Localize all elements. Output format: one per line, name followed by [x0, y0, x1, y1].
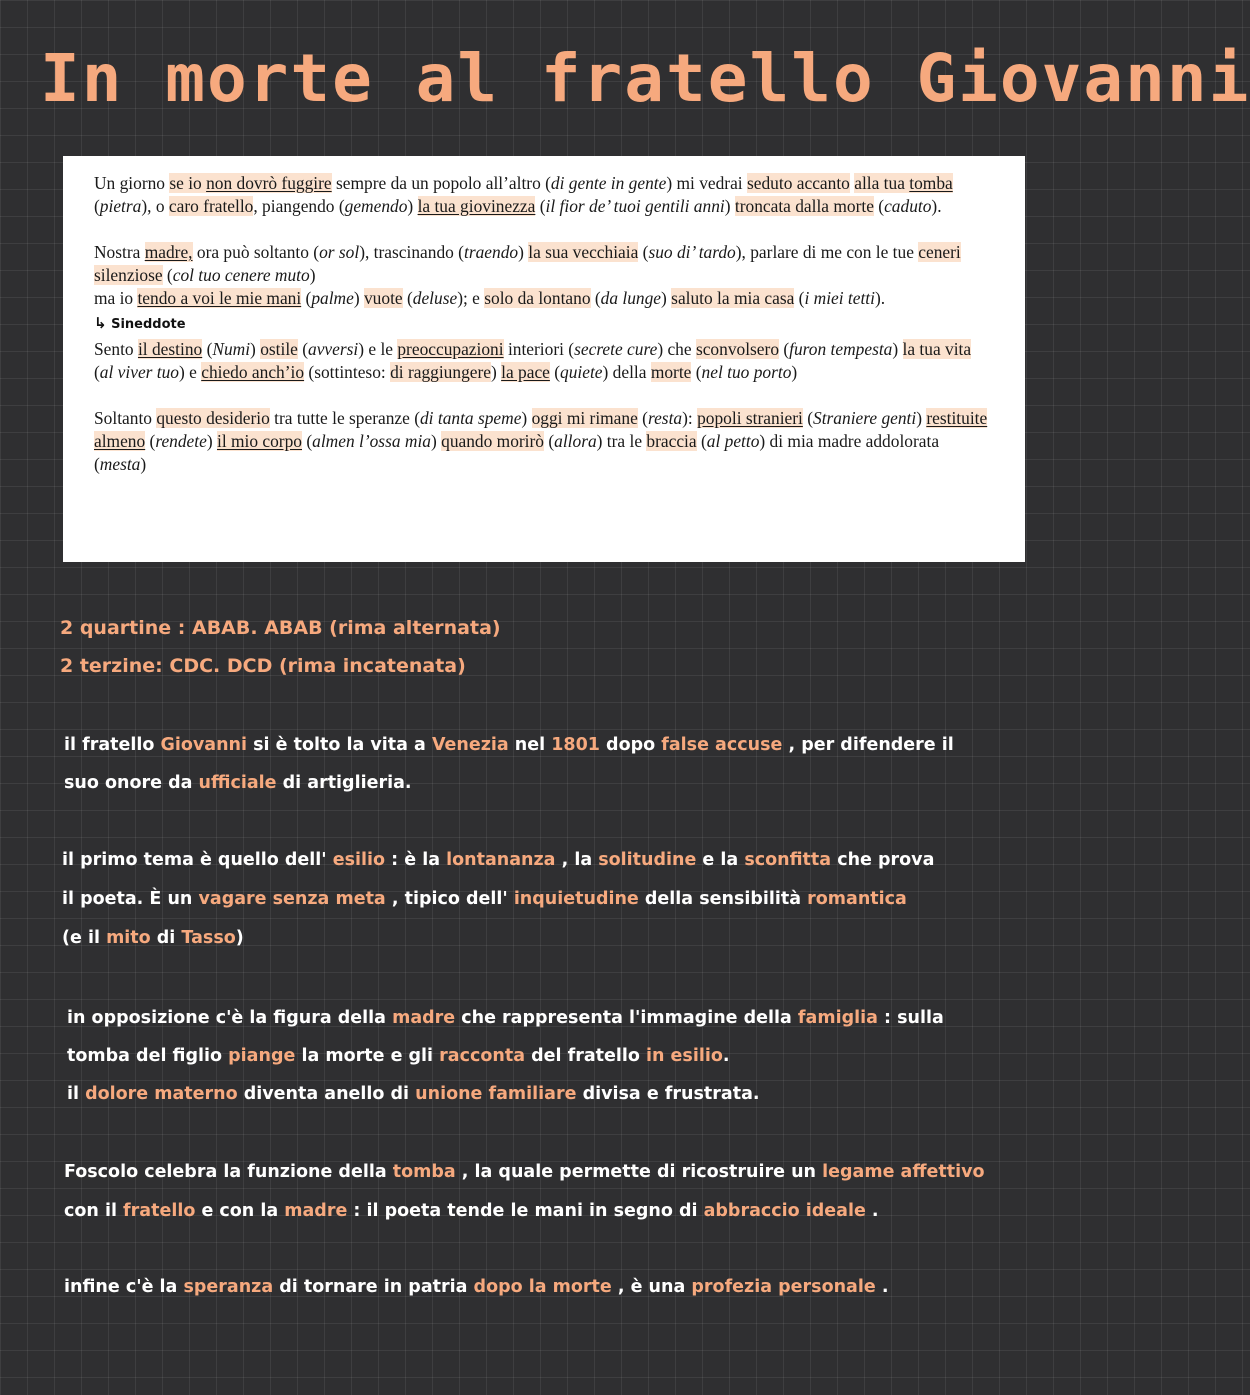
text-run: Numi — [212, 339, 251, 359]
text-run: nel — [508, 735, 552, 755]
text-run: . — [865, 1201, 879, 1221]
text-run: : il poeta tende le mani in segno di — [347, 1201, 704, 1221]
text-run: madre, — [144, 242, 193, 262]
text-run: ) — [791, 362, 798, 382]
text-run: secrete cure — [574, 339, 658, 359]
text-run: deluse — [412, 288, 458, 308]
text-run: Soltanto — [94, 408, 157, 428]
text-run: in esilio — [645, 1046, 723, 1066]
text-run: : sulla — [877, 1008, 944, 1028]
text-run: divisa e frustrata. — [576, 1084, 760, 1104]
text-run: traendo — [463, 242, 519, 262]
note-esilio-line-1 — [62, 850, 1142, 870]
note-giovanni-line-2 — [64, 773, 1144, 793]
text-run: . — [722, 1046, 730, 1066]
note-madre-line-2 — [67, 1046, 1147, 1066]
text-run: ), o — [141, 196, 169, 216]
text-run: madre — [392, 1008, 456, 1028]
text-run: con il — [64, 1201, 124, 1221]
text-run: 1801 — [551, 735, 600, 755]
text-run: ) tra le — [596, 431, 647, 451]
text-run: gemendo — [344, 196, 408, 216]
text-run: Un giorno — [94, 173, 170, 193]
text-run: ostile — [260, 339, 298, 359]
text-run: di tornare in patria — [273, 1277, 474, 1297]
text-run: popoli stranieri — [697, 408, 803, 428]
text-run: suo onore da — [64, 773, 199, 793]
text-run: ) — [518, 242, 529, 262]
text-run: morte — [650, 362, 692, 382]
text-run: se io — [169, 173, 207, 193]
text-run: i miei tetti — [804, 288, 875, 308]
text-run: il fratello — [64, 735, 161, 755]
text-run: , è una — [611, 1277, 692, 1297]
note-giovanni-line-1 — [64, 735, 1144, 755]
text-run: la tua vita — [902, 339, 972, 359]
text-run: almen l’ossa mia — [312, 431, 431, 451]
text-run: avversi — [308, 339, 359, 359]
text-run: ( — [549, 362, 561, 382]
text-run: tomba — [909, 173, 953, 193]
text-run: : è la — [385, 850, 447, 870]
text-run: tra tutte le speranze ( — [269, 408, 420, 428]
text-run: ) — [309, 265, 316, 285]
text-run: palme — [311, 288, 354, 308]
text-run: si è tolto la vita a — [247, 735, 432, 755]
text-run: ( — [202, 339, 213, 359]
text-run: ) — [235, 928, 244, 948]
text-run: ( — [590, 288, 601, 308]
metric-quartine — [60, 617, 1140, 639]
text-run: oggi mi rimane — [531, 408, 638, 428]
text-run: ( — [638, 242, 649, 262]
text-run: la morte e gli — [295, 1046, 440, 1066]
text-run: che rappresenta l'immagine della — [455, 1008, 798, 1028]
text-run: il primo tema è quello dell' — [62, 850, 333, 870]
note-esilio-line-2 — [62, 889, 1142, 909]
text-run: suo di’ tardo — [648, 242, 736, 262]
text-run: saluto la mia casa — [671, 288, 795, 308]
text-run: , per difendere il — [782, 735, 954, 755]
text-run: mito — [106, 928, 151, 948]
text-run: tomba del figlio — [67, 1046, 229, 1066]
text-run: ( — [302, 431, 313, 451]
text-run: di tanta speme — [419, 408, 522, 428]
text-run: vuote — [363, 288, 403, 308]
text-run: ( — [691, 362, 702, 382]
text-run: seduto accanto — [747, 173, 850, 193]
text-run: Giovanni — [160, 735, 248, 755]
text-run: braccia — [646, 431, 697, 451]
text-run: chiedo anch’io — [201, 362, 305, 382]
text-run: Venezia — [431, 735, 509, 755]
text-run: troncata dalla morte — [734, 196, 874, 216]
text-run: del fratello — [525, 1046, 646, 1066]
paraphrase-paragraph-2 — [94, 241, 989, 287]
text-run: questo desiderio — [156, 408, 270, 428]
text-run: romantica — [807, 889, 907, 909]
sineddote-annotation — [94, 312, 989, 336]
text-run: quiete — [560, 362, 603, 382]
text-run: quando morirò — [441, 431, 544, 451]
text-run: (sottinteso: — [304, 362, 391, 382]
text-run: allora — [554, 431, 597, 451]
text-run: ( — [637, 408, 648, 428]
text-run: ( — [535, 196, 546, 216]
text-run: ) — [892, 339, 903, 359]
text-run: pietra — [99, 196, 142, 216]
text-run: al viver tuo — [99, 362, 179, 382]
text-run: famiglia — [797, 1008, 878, 1028]
text-run: di — [150, 928, 182, 948]
text-run: , tipico dell' — [385, 889, 514, 909]
text-run: ( — [145, 431, 156, 451]
text-run: ) — [916, 408, 927, 428]
text-run: il poeta. È un — [62, 889, 199, 909]
text-run: il fior de’ tuoi gentili anni — [545, 196, 725, 216]
text-run: ) — [140, 454, 147, 474]
text-run: ) e le — [358, 339, 398, 359]
text-run: in opposizione c'è la figura della — [67, 1008, 393, 1028]
text-run: Nostra — [94, 242, 145, 262]
text-run: ) — [206, 431, 217, 451]
text-run: Tasso — [181, 928, 236, 948]
text-run: di artiglieria. — [276, 773, 412, 793]
text-run: solo da lontano — [484, 288, 591, 308]
text-run: ) mi vedrai — [666, 173, 747, 193]
text-run: sconfitta — [744, 850, 832, 870]
text-run: il — [67, 1084, 86, 1104]
text-run: mesta — [99, 454, 141, 474]
text-run: tomba — [392, 1162, 456, 1182]
text-run: esilio — [332, 850, 386, 870]
text-run: ( — [94, 362, 100, 382]
text-run: ( — [402, 288, 413, 308]
text-run: ( — [696, 431, 707, 451]
text-run: vagare senza meta — [198, 889, 386, 909]
text-run: ) di mia madre addolorata ( — [94, 431, 940, 474]
text-run: ceneri silenziose — [94, 242, 961, 285]
text-run: ) e — [179, 362, 202, 382]
text-run: ( — [794, 288, 805, 308]
text-run: , la — [555, 850, 599, 870]
text-run: furon tempesta — [789, 339, 893, 359]
text-run: ( — [297, 339, 309, 359]
text-run: tendo a voi le mie mani — [137, 288, 302, 308]
text-run: or sol — [319, 242, 360, 262]
text-run: diventa anello di — [237, 1084, 416, 1104]
text-run: legame affettivo — [822, 1162, 985, 1182]
text-run: sconvolsero — [695, 339, 780, 359]
text-run: che prova — [831, 850, 935, 870]
text-run: fratello — [123, 1201, 196, 1221]
text-run: ) — [661, 288, 672, 308]
paraphrase-card — [63, 156, 1025, 562]
text-run: dolore materno — [85, 1084, 238, 1104]
text-run: interiori ( — [503, 339, 575, 359]
text-run: ( — [873, 196, 885, 216]
text-run: Straniere genti — [813, 408, 917, 428]
note-esilio-line-3 — [62, 928, 1142, 948]
text-run: ). — [931, 196, 942, 216]
paraphrase-paragraph-3 — [94, 287, 989, 310]
text-run: alla tua — [854, 173, 910, 193]
text-run: nel tuo porto — [701, 362, 792, 382]
text-run: ) — [521, 408, 532, 428]
text-run: non dovrò fuggire — [206, 173, 332, 193]
note-madre-line-3 — [67, 1084, 1147, 1104]
text-run: abbraccio ideale — [703, 1201, 866, 1221]
text-run: ). — [874, 288, 886, 308]
text-run: da lunge — [600, 288, 662, 308]
text-run: inquietudine — [513, 889, 639, 909]
page-title: In morte al fratello Giovanni — [40, 40, 1250, 117]
text-run: infine c'è la — [64, 1277, 184, 1297]
text-run: unione familiare — [415, 1084, 577, 1104]
text-run: di raggiungere — [390, 362, 491, 382]
text-run: e la — [696, 850, 745, 870]
text-run: , piangendo ( — [253, 196, 345, 216]
metric-terzine — [60, 655, 1140, 677]
text-run: col tuo cenere muto — [172, 265, 310, 285]
text-run: al petto — [706, 431, 760, 451]
text-run: ) — [491, 362, 502, 382]
text-run: ), trascinando ( — [359, 242, 464, 262]
text-run: racconta — [439, 1046, 525, 1066]
text-run: 2 quartine : ABAB. ABAB (rima alternata) — [60, 617, 501, 639]
text-run: ) che — [657, 339, 696, 359]
text-run: profezia personale — [691, 1277, 876, 1297]
text-run: ufficiale — [198, 773, 277, 793]
text-run: ( — [94, 196, 100, 216]
text-run: ora può soltanto ( — [192, 242, 320, 262]
text-run: resta — [647, 408, 683, 428]
text-run: la pace — [501, 362, 550, 382]
text-run: sempre da un popolo all’altro ( — [331, 173, 551, 193]
note-tomba-line-1 — [64, 1162, 1144, 1182]
paraphrase-paragraph-5 — [94, 407, 989, 476]
text-run: madre — [284, 1201, 348, 1221]
text-run: ) — [353, 288, 364, 308]
text-run: rendete — [155, 431, 207, 451]
text-run: speranza — [183, 1277, 274, 1297]
text-run: ) — [250, 339, 261, 359]
text-run: caro fratello — [168, 196, 254, 216]
note-madre-line-1 — [67, 1008, 1147, 1028]
text-run: false accuse — [661, 735, 783, 755]
text-run: di gente in gente — [550, 173, 667, 193]
text-run: ) — [430, 431, 442, 451]
paraphrase-paragraph-4 — [94, 338, 989, 384]
text-run: piange — [228, 1046, 296, 1066]
curved-arrow-icon: ↳ — [94, 314, 107, 332]
text-run: 2 terzine: CDC. DCD (rima incatenata) — [60, 655, 466, 677]
text-run: ) della — [602, 362, 651, 382]
text-run: , la quale permette di ricostruire un — [455, 1162, 823, 1182]
text-run: lontananza — [446, 850, 556, 870]
text-run: ): — [682, 408, 698, 428]
text-run: il mio corpo — [216, 431, 302, 451]
note-tomba-line-2 — [64, 1201, 1144, 1221]
text-run: la sua vecchiaia — [528, 242, 639, 262]
text-run: ); e — [457, 288, 485, 308]
text-run: dopo — [599, 735, 662, 755]
text-run: (e il — [62, 928, 107, 948]
text-run: preoccupazioni — [397, 339, 504, 359]
text-run: ( — [544, 431, 555, 451]
text-run: ( — [802, 408, 814, 428]
text-run: dopo la morte — [473, 1277, 612, 1297]
text-run: ma io — [94, 288, 138, 308]
text-run: la tua giovinezza — [417, 196, 536, 216]
text-run: restituite almeno — [94, 408, 988, 451]
text-run: Sento — [94, 339, 138, 359]
text-run: Foscolo celebra la funzione della — [64, 1162, 393, 1182]
text-run: il destino — [137, 339, 203, 359]
text-run: e con la — [195, 1201, 285, 1221]
sineddote-label: Sineddote — [111, 317, 186, 332]
text-run: caduto — [884, 196, 932, 216]
text-run: ) — [407, 196, 418, 216]
text-run: della sensibilità — [638, 889, 808, 909]
text-run: ), parlare di me con le tue — [735, 242, 919, 262]
text-run: . — [875, 1277, 889, 1297]
note-speranza — [64, 1277, 1144, 1297]
text-run: ) — [724, 196, 735, 216]
text-run: ( — [162, 265, 173, 285]
text-run: ( — [779, 339, 790, 359]
paraphrase-paragraph-1 — [94, 172, 989, 218]
text-run: solitudine — [598, 850, 697, 870]
text-run: ( — [301, 288, 312, 308]
